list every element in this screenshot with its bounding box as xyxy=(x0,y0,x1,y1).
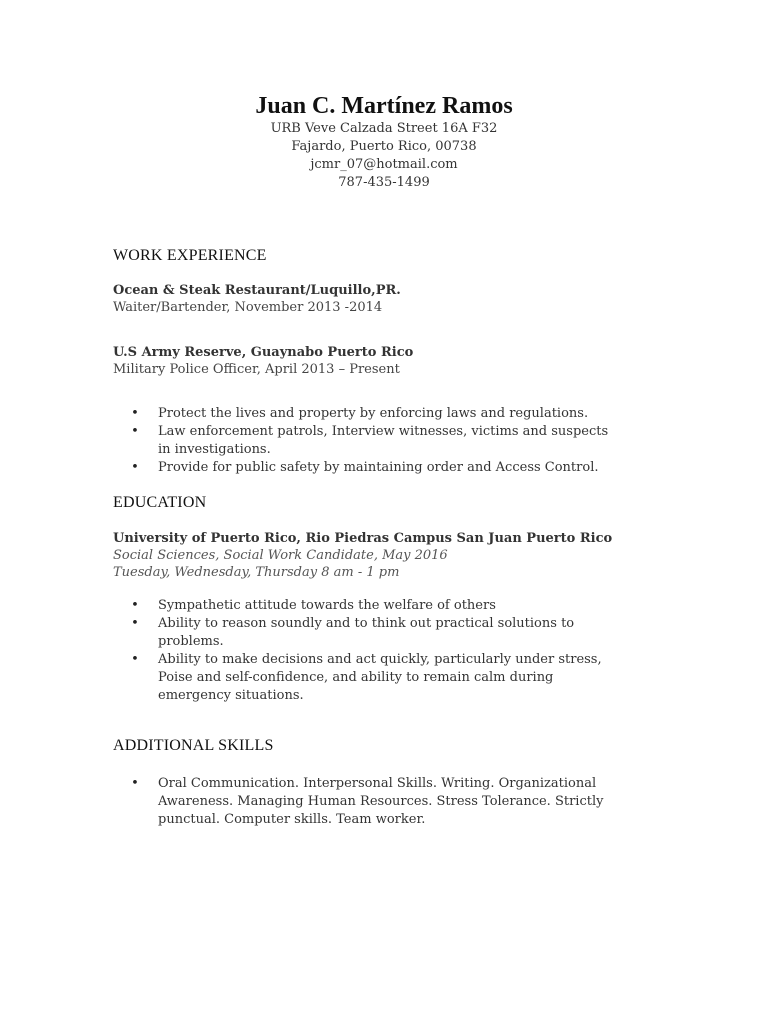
bullet-icon: • xyxy=(131,598,139,613)
education-entry xyxy=(113,530,653,581)
education-heading-block xyxy=(113,494,633,512)
list-item: • Law enforcement patrols, Interview witnesses, victims and suspects in investigations. xyxy=(131,424,609,457)
skills-list xyxy=(130,775,610,829)
class-schedule: Tuesday, Wednesday, Thursday 8 am - 1 pm xyxy=(113,565,400,580)
bullet-icon: • xyxy=(131,406,139,421)
job-1 xyxy=(113,282,633,316)
program: Social Sciences, Social Work Candidate, May 2016 xyxy=(113,548,448,563)
job-1-role: Waiter/Bartender, November 2013 -2014 xyxy=(113,300,383,315)
additional-skills-heading-block xyxy=(113,737,633,755)
job-2 xyxy=(113,344,633,378)
address-line-2: Fajardo, Puerto Rico, 00738 xyxy=(291,139,477,154)
bullet-icon: • xyxy=(131,460,139,475)
list-item: • Sympathetic attitude towards the welfare of others xyxy=(131,598,496,613)
job-2-role: Military Police Officer, April 2013 – Present xyxy=(113,362,400,377)
email-address: jcmr_07@hotmail.com xyxy=(310,157,458,172)
school-name: University of Puerto Rico, Rio Piedras Campus San Juan Puerto Rico xyxy=(113,531,613,546)
list-item: • Protect the lives and property by enforcing laws and regulations. xyxy=(131,406,589,421)
list-item: • Oral Communication. Interpersonal Skills. Writing. Organizational Awareness. Managing Human Resources. Stress Tolerance. Strictly punctual. Computer skills. Team worker. xyxy=(131,776,604,827)
applicant-name: Juan C. Martínez Ramos xyxy=(255,93,513,119)
address-line-1: URB Veve Calzada Street 16A F32 xyxy=(270,121,498,136)
job-2-organization: U.S Army Reserve, Guaynabo Puerto Rico xyxy=(113,345,414,360)
job-1-organization: Ocean & Steak Restaurant/Luquillo,PR. xyxy=(113,283,401,298)
education-heading: EDUCATION xyxy=(113,494,207,511)
bullet-icon: • xyxy=(131,616,139,631)
bullet-icon: • xyxy=(131,776,139,791)
work-duties-list xyxy=(130,405,610,477)
list-item: • Provide for public safety by maintaining order and Access Control. xyxy=(131,460,599,475)
list-item: • Ability to make decisions and act quickly, particularly under stress, Poise and self-confidence, and ability to remain calm during emergency situations. xyxy=(131,652,602,703)
education-qualities-list xyxy=(130,597,610,705)
bullet-icon: • xyxy=(131,652,139,667)
list-item: • Ability to reason soundly and to think out practical solutions to problems. xyxy=(131,616,575,649)
phone-number: 787-435-1499 xyxy=(338,175,430,190)
bullet-icon: • xyxy=(131,424,139,439)
resume-header xyxy=(0,92,768,192)
work-experience-heading: WORK EXPERIENCE xyxy=(113,247,267,264)
work-experience-heading-block xyxy=(113,247,633,265)
additional-skills-heading: ADDITIONAL SKILLS xyxy=(113,737,274,754)
